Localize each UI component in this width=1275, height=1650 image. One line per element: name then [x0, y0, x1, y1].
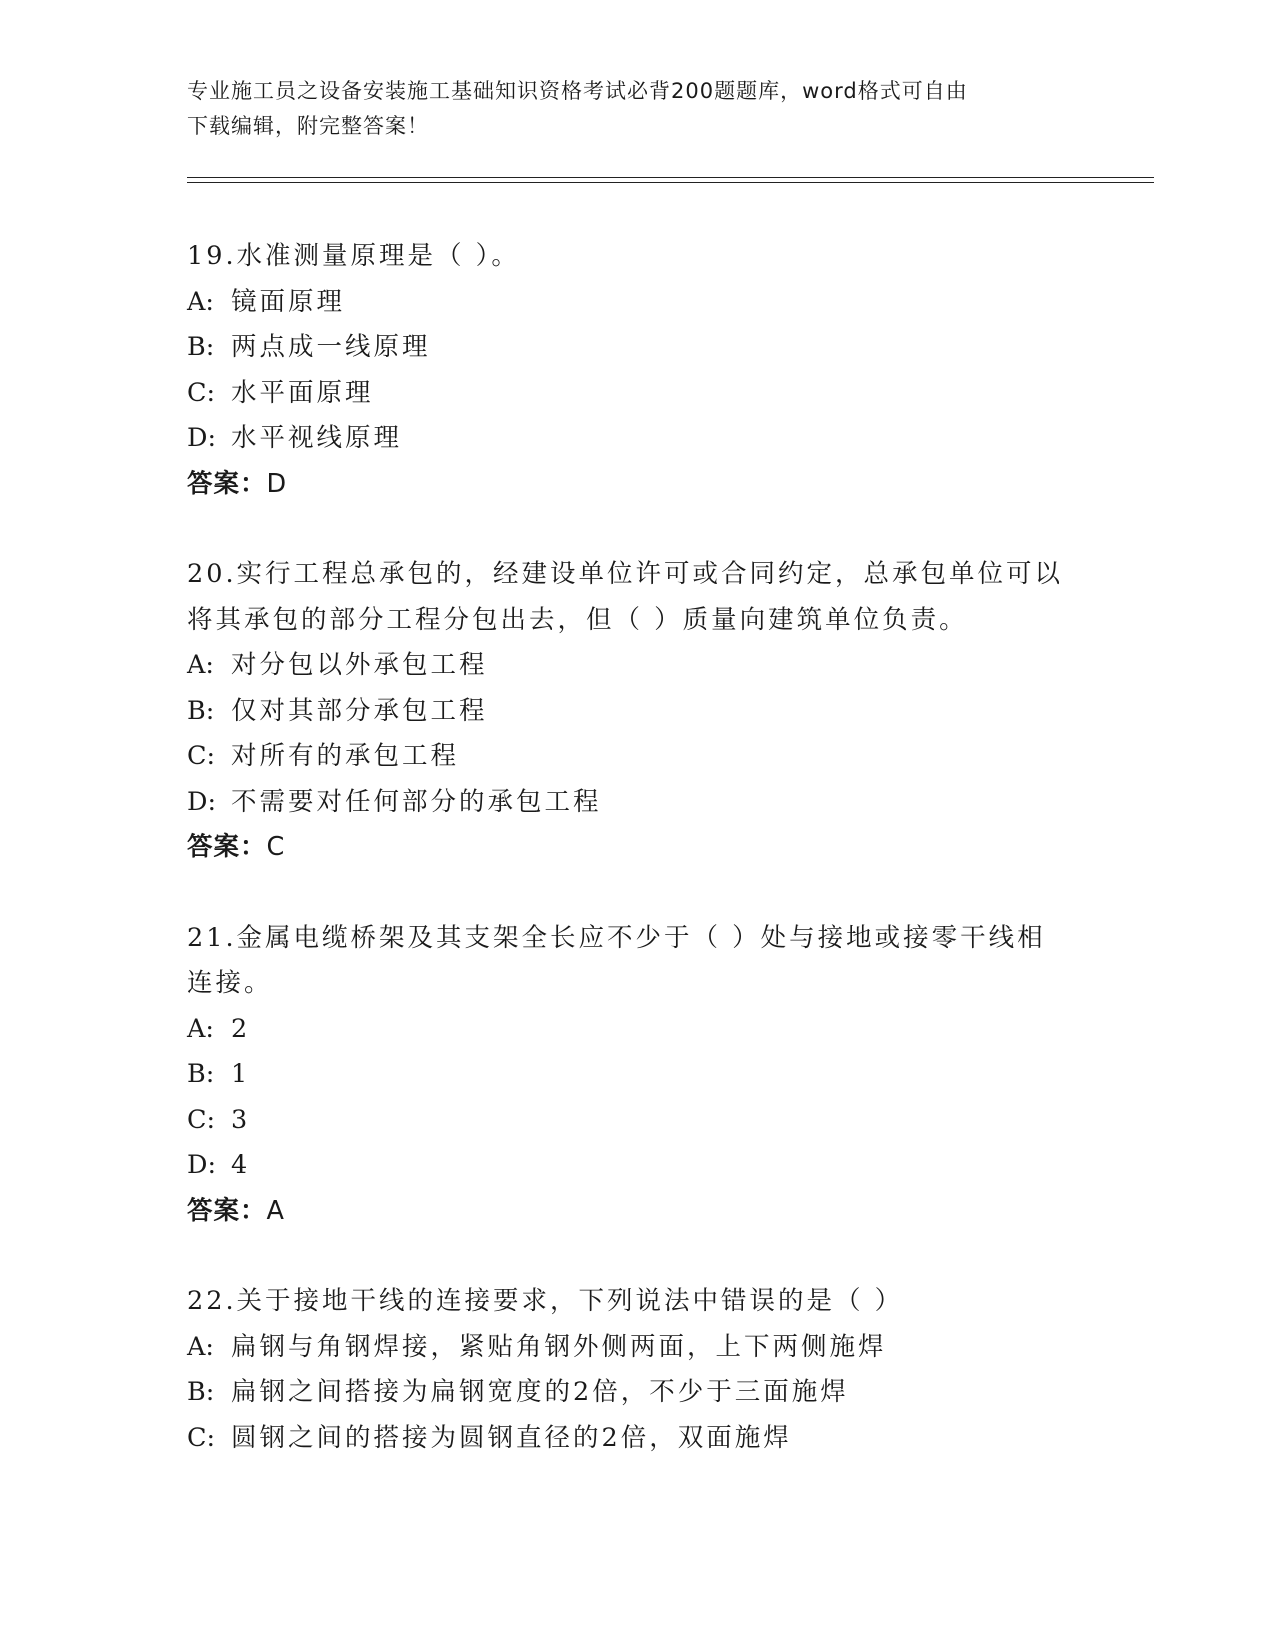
option-d	[187, 780, 1087, 826]
question-stem: 19.水准测量原理是（ ）。	[187, 241, 520, 271]
answer-value: D	[266, 468, 288, 499]
option-label: A:	[187, 650, 215, 680]
option-a	[187, 643, 1087, 689]
option-label: A:	[187, 1331, 215, 1362]
option-text: 镜面原理	[231, 286, 346, 317]
question-stem-continued: 将其承包的部分工程分包出去，但（ ）质量向建筑单位负责。	[187, 604, 968, 635]
header-divider-bottom	[187, 182, 1154, 183]
answer-line	[187, 462, 1087, 508]
option-label: C:	[187, 741, 216, 771]
option-text: 3	[231, 1104, 251, 1135]
question-21	[187, 916, 1087, 1235]
question-stem-continued: 连接。	[187, 968, 273, 998]
option-text: 扁钢与角钢焊接，紧贴角钢外侧两面，上下两侧施焊	[231, 1331, 887, 1362]
option-b	[187, 325, 1087, 371]
question-list	[187, 234, 1087, 1506]
question-22	[187, 1279, 1087, 1461]
option-c	[187, 734, 1087, 780]
option-text: 对分包以外承包工程	[231, 650, 488, 680]
option-label: B:	[187, 695, 215, 726]
option-d	[187, 416, 1087, 462]
option-label: D:	[187, 1150, 217, 1180]
document-header	[187, 74, 1067, 144]
option-text: 2	[231, 1013, 251, 1044]
answer-line	[187, 1189, 1087, 1235]
option-text: 不需要对任何部分的承包工程	[231, 786, 602, 817]
option-text: 圆钢之间的搭接为圆钢直径的2倍，双面施焊	[231, 1422, 792, 1453]
question-19	[187, 234, 1087, 507]
question-stem: 20.实行工程总承包的，经建设单位许可或合同约定，总承包单位可以	[187, 559, 1064, 589]
question-stem: 21.金属电缆桥架及其支架全长应不少于（ ）处与接地或接零干线相	[187, 922, 1046, 953]
option-label: C:	[187, 377, 216, 408]
option-a	[187, 1007, 1087, 1053]
option-text: 对所有的承包工程	[231, 741, 460, 771]
option-label: A:	[187, 286, 215, 317]
option-a	[187, 280, 1087, 326]
option-a	[187, 1325, 1087, 1371]
option-d	[187, 1143, 1087, 1189]
option-c	[187, 371, 1087, 417]
option-label: B:	[187, 332, 215, 362]
answer-value: C	[266, 832, 286, 862]
answer-label: 答案：	[187, 1195, 267, 1226]
option-label: C:	[187, 1104, 216, 1135]
question-20	[187, 552, 1087, 871]
option-text: 4	[231, 1150, 251, 1180]
header-line-1: 专业施工员之设备安装施工基础知识资格考试必背200题题库，word格式可自由	[187, 79, 968, 103]
question-stem: 22.关于接地干线的连接要求，下列说法中错误的是（ ）	[187, 1286, 904, 1316]
option-text: 仅对其部分承包工程	[231, 695, 488, 726]
option-b	[187, 689, 1087, 735]
answer-label: 答案：	[187, 832, 267, 862]
option-b	[187, 1370, 1087, 1416]
header-divider-top	[187, 177, 1154, 178]
option-c	[187, 1416, 1087, 1462]
option-label: D:	[187, 423, 217, 453]
answer-label: 答案：	[187, 468, 267, 499]
option-text: 水平视线原理	[231, 423, 403, 453]
option-label: C:	[187, 1422, 216, 1453]
answer-line	[187, 825, 1087, 871]
option-text: 扁钢之间搭接为扁钢宽度的2倍，不少于三面施焊	[231, 1377, 849, 1407]
option-label: D:	[187, 786, 217, 817]
option-label: B:	[187, 1377, 215, 1407]
option-label: B:	[187, 1059, 215, 1089]
option-label: A:	[187, 1013, 215, 1044]
header-line-2: 下载编辑，附完整答案！	[187, 114, 429, 138]
option-b	[187, 1052, 1087, 1098]
option-text: 两点成一线原理	[231, 332, 431, 362]
answer-value: A	[266, 1195, 285, 1226]
option-text: 1	[231, 1059, 251, 1089]
option-text: 水平面原理	[231, 377, 374, 408]
option-c	[187, 1098, 1087, 1144]
